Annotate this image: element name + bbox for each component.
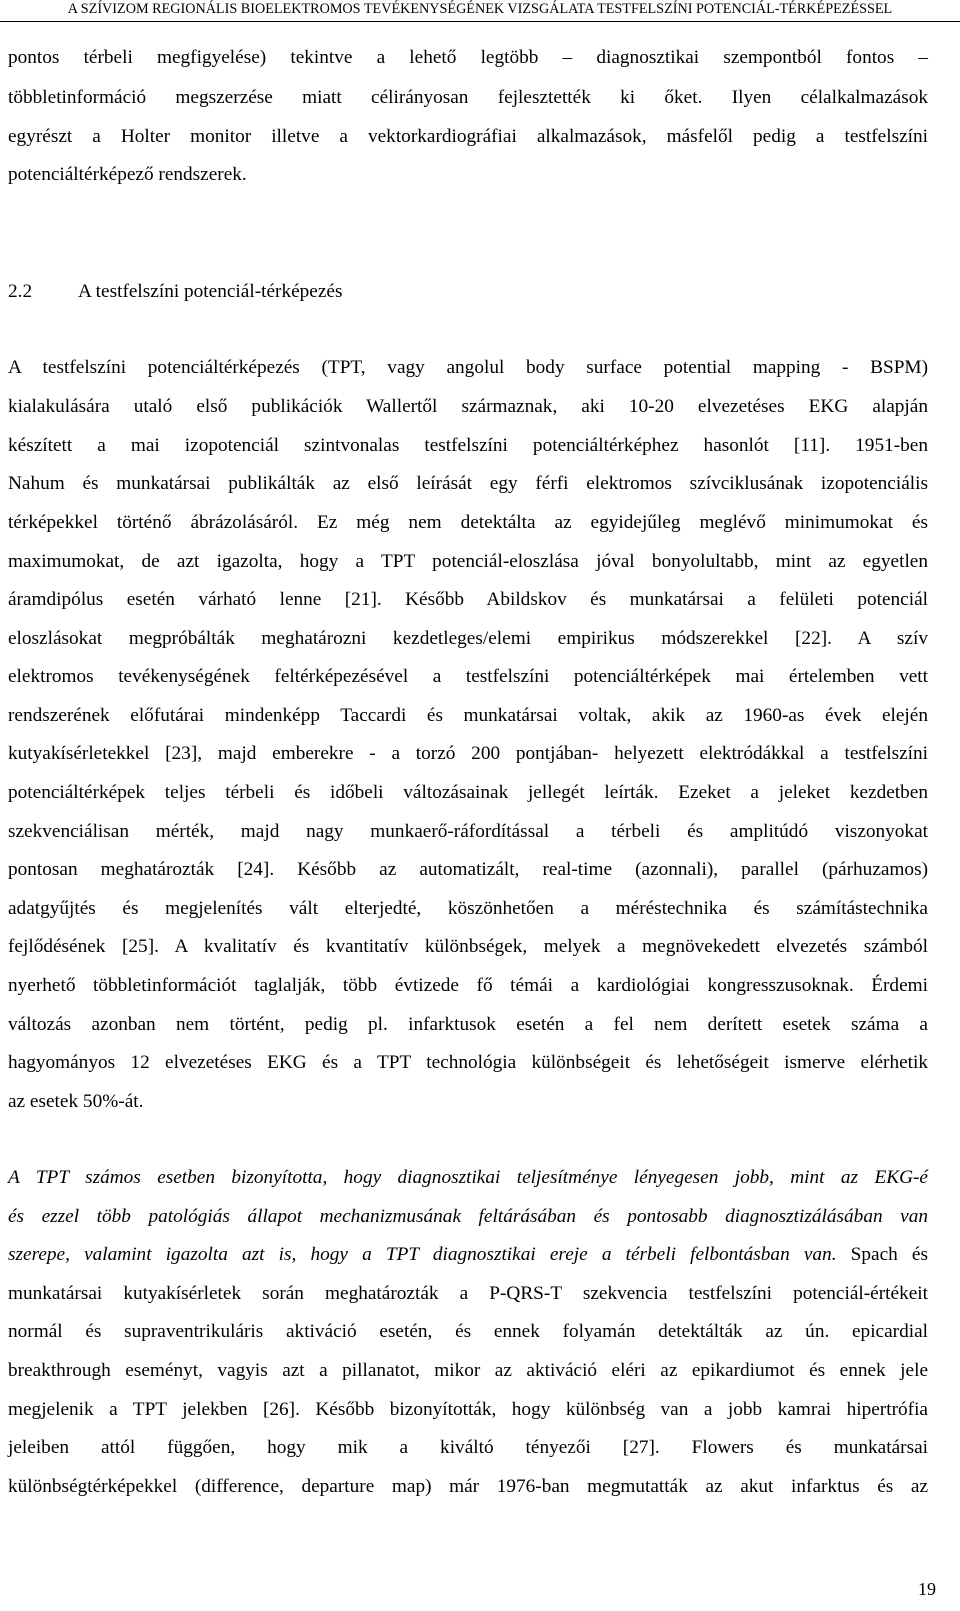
section-title: A testfelszíni potenciál-térképezés [78, 281, 343, 302]
paragraph2-line: pontosan meghatározták [24]. Később az automatizált, real-time (azonnali), parallel (párhuzamos) [8, 859, 928, 880]
paragraph2-line: kialakulására utaló első publikációk Wallertől származnak, aki 10-20 elvezetéses EKG alapján [8, 396, 928, 417]
paragraph2-line: hagyományos 12 elvezetéses EKG és a TPT technológia különbségeit és lehetőségeit ismerve elérhetik [8, 1052, 928, 1073]
paragraph3-line: breakthrough eseményt, vagyis azt a pillanatot, mikor az aktiváció eléri az epikardiumot és ennek jele [8, 1360, 928, 1381]
paragraph2-line: szekvenciálisan mérték, majd nagy munkaerő-ráfordítással a térbeli és amplitúdó viszonyokat [8, 821, 928, 842]
paragraph2-line: rendszerének előfutárai mindenképp Taccardi és munkatársai voltak, akik az 1960-as évek elején [8, 705, 928, 726]
paragraph2-line: elektromos tevékenységének feltérképezésével a testfelszíni potenciáltérképek mai értelemben vett [8, 666, 928, 687]
paragraph1-line: pontos térbeli megfigyelése) tekintve a lehető legtöbb – diagnosztikai szempontból fontos – [8, 47, 928, 68]
paragraph2-line: kutyakísérletekkel [23], majd emberekre - a torzó 200 pontjában- helyezett elektródákkal a testfelszíni [8, 743, 928, 764]
page-number: 19 [918, 1579, 936, 1599]
section-heading [8, 280, 342, 304]
paragraph1-line: potenciáltérképező rendszerek. [8, 164, 247, 185]
paragraph2-line: adatgyűjtés és megjelenítés vált elterjedté, köszönhetően a méréstechnika és számítástechnika [8, 898, 928, 919]
paragraph3-italic-fragment: szerepe, valamint igazolta azt is, hogy a TPT diagnosztikai ereje a térbeli felbontásban van. [8, 1244, 837, 1265]
paragraph2-line: áramdipólus esetén várható lenne [21]. Később Abildskov és munkatársai a felületi potenciál [8, 589, 928, 610]
paragraph3-normal-fragment: Spach és [836, 1244, 928, 1265]
header-divider [0, 21, 960, 22]
paragraph2-line: maximumokat, de azt igazolta, hogy a TPT potenciál-eloszlása jóval bonyolultabb, mint az egyetlen [8, 551, 928, 572]
paragraph3-line: különbségtérképekkel (difference, departure map) már 1976-ban megmutatták az akut infarktus és az [8, 1476, 928, 1497]
paragraph2-line: változás azonban nem történt, pedig pl. infarktusok esetén a fel nem derített esetek száma a [8, 1014, 928, 1035]
paragraph2-line: A testfelszíni potenciáltérképezés (TPT, vagy angolul body surface potential mapping - BSPM) [8, 357, 928, 378]
running-header-title: A SZÍVIZOM REGIONÁLIS BIOELEKTROMOS TEVÉKENYSÉGÉNEK VIZSGÁLATA TESTFELSZÍNI POTENCIÁL-TÉRKÉPEZÉSSEL [67, 1, 893, 17]
paragraph1-line: egyrészt a Holter monitor illetve a vektorkardiográfiai alkalmazások, másfelől pedig a testfelszíni [8, 126, 928, 147]
paragraph3-italic-line: A TPT számos esetben bizonyította, hogy diagnosztikai teljesítménye lényegesen jobb, mint az EKG-é [8, 1167, 928, 1188]
section-number: 2.2 [8, 281, 33, 302]
paragraph1-line: többletinformáció megszerzése miatt célirányosan fejlesztették ki őket. Ilyen célalkalmazások [8, 87, 928, 108]
paragraph3-line: jeleiben attól függően, hogy mik a kiváltó tényezői [27]. Flowers és munkatársai [8, 1437, 928, 1458]
paragraph2-line: fejlődésének [25]. A kvalitatív és kvantitatív különbségek, melyek a megnövekedett elvezetés számból [8, 936, 928, 957]
paragraph2-line: potenciáltérképek teljes térbeli és időbeli változásainak jellegét leírták. Ezeket a jeleket kezdetben [8, 782, 928, 803]
paragraph3-italic-line: és ezzel több patológiás állapot mechanizmusának feltárásában és pontosabb diagnosztizálásában van [8, 1206, 928, 1227]
paragraph3-line: normál és supraventrikuláris aktiváció esetén, és ennek folyamán detektálták az ún. epicardial [8, 1321, 928, 1342]
running-header [0, 0, 960, 30]
paragraph3-line: megjelenik a TPT jelekben [26]. Később bizonyították, hogy különbség van a jobb kamrai hipertrófia [8, 1399, 928, 1420]
paragraph2-line: Nahum és munkatársai publikálták az első leírását egy férfi elektromos szívciklusának izopotenciális [8, 473, 928, 494]
paragraph2-line: eloszlásokat megpróbálták meghatározni kezdetleges/elemi empirikus módszerekkel [22]. A szív [8, 628, 928, 649]
paragraph2-line: az esetek 50%-át. [8, 1091, 144, 1112]
paragraph3-mixed-line [8, 1243, 928, 1267]
paragraph2-line: készített a mai izopotenciál szintvonalas testfelszíni potenciáltérképhez hasonlót [11]. 1951-ben [8, 435, 928, 456]
paragraph3-line: munkatársai kutyakísérletek során meghatározták a P-QRS-T szekvencia testfelszíni potenciál-értékeit [8, 1283, 928, 1304]
paragraph2-line: térképekkel történő ábrázolásáról. Ez még nem detektálta az egyidejűleg meglévő minimumokat és [8, 512, 928, 533]
paragraph2-line: nyerhető többletinformációt taglalják, több évtizede fő témái a kardiológiai kongresszusoknak. Érdemi [8, 975, 928, 996]
